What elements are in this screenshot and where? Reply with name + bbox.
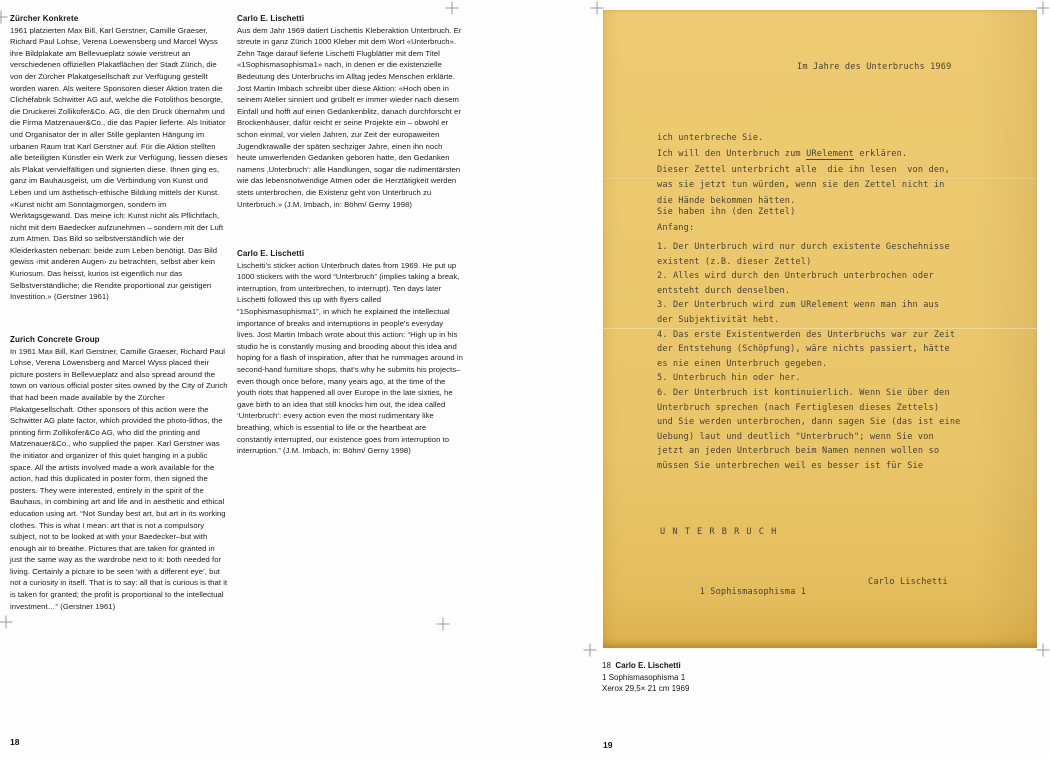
typewritten-line: existent (z.B. dieser Zettel) [657, 256, 812, 267]
typewritten-line: 6. Der Unterbruch ist kontinuierlich. Wenn Sie über den [657, 387, 950, 398]
caption-artist: Carlo E. Lischetti [615, 661, 681, 670]
section-zurich-concrete-group [10, 334, 229, 612]
section-paragraph: 1961 platzierten Max Bill, Karl Gerstner, Camille Graeser, Richard Paul Lohse, Verena Loewensberg und Marcel Wyss ihre Bildplakate am Bellevueplatz sowie verstreut an verschiedenen offiziellen Plakatflächen der Stadt Zürich, die von der Zürcher Plakatgesellschaft zur Verfügung gestellt worden waren. Als weitere Sponsoren dieser Aktion traten die Clichéfabrik Schwitter AG auf, welche die Fotolithos besorgte, die Druckerei Zollikofer&Co. AG, die den Druck übernahm und die Firma Matzenauer&Co., die das Papier lieferte. Als Initiator und Organisator der in aller Stille geplanten Hängung im urbanen Raum trat Karl Gerstner auf. Für die Aktion stellten alle beteiligten Künstler ein Werk zur Verfügung, liessen dieses als Plakat vervielfältigen und signierten diese. Ihnen ging es, ganz im Bauhausgeist, um die Verbindung von Kunst und Leben und um ästhetisch-ethische Bildung mittels der Kunst. «Kunst nicht am Sonntagmorgen, sondern im Werktagsgewand. Das meine ich: Kunst nicht als Pflichtfach, nicht mit dem Baedecker aufzunehmen – sondern mit der Luft zum Atmen. Das Bild so selbstverständlich wie der Kleiderkasten nebenan: beide zum Leben benötigt. Das Bild gewiss ‹mit anderen Augen› zu betrachten, selbst aber kein Kuriosum. Das heisst, kurios ist eigentlich nur das Selbstverständliche; die Rendite proportional zur geistigen Investition.» (Gerstner 1961) [10, 25, 228, 302]
section-heading: Carlo E. Lischetti [237, 14, 305, 23]
doc-numbered-list [657, 240, 960, 474]
section-heading: Carlo E. Lischetti [237, 249, 305, 258]
typewritten-line: Dieser Zettel unterbricht alle die ihn lesen von den, [657, 164, 950, 175]
crop-mark [584, 644, 597, 657]
section-zuercher-konkrete [10, 13, 229, 303]
section-heading: Zurich Concrete Group [10, 335, 100, 344]
typewritten-line: 5. Unterbruch hin oder her. [657, 373, 801, 384]
typewritten-line: der Subjektivität hebt. [657, 314, 780, 325]
typewritten-line: Unterbruch sprechen (nach Fertiglesen dieses Zettels) [657, 402, 940, 413]
crop-mark [591, 2, 604, 15]
figure-caption [602, 660, 689, 695]
typewritten-line: 2. Alles wird durch den Unterbruch unterbrochen oder [657, 271, 934, 282]
crop-mark [437, 618, 450, 631]
typewritten-line: und Sie werden unterbrochen, dann sagen Sie (das ist eine [657, 417, 961, 428]
section-paragraph: Aus dem Jahr 1969 datiert Lischettis Kleberaktion Unterbruch. Er streute in ganz Zürich 1000 Kleber mit dem Wort «Unterbruch». Zehn Tage darauf lieferte Lischetti Flugblätter mit dem Titel «1Sophismasophisma1» nach, in denen er die existenzielle Bedeutung des Unterbruchs im Alltag jedes Menschen erklärte. Jost Martin Imbach schreibt über diese Aktion: «Hoch oben in seinem Atelier sinniert und grübelt er immer wieder nach diesem Einfall und hofft auf einen Gedankenblitz, danach durchforscht er Brockenhäuser, dafür reicht er seine Projekte ein – obwohl er schon einmal, vor vielen Jahren, zur Zeit der europaweiten Jugendkrawalle der späten sechziger Jahre, einen ihn noch heute umwerfenden Gedanken geboren hatte, den Gedanken namens ‚Unterbruch‘: alle Handlungen, sogar die rudimentärsten wie das lebensnotwendige Atmen oder die Herztätigkeit werden stets unterbrochen, die Existenz geht von Unterbruch zu Unterbruch.» (J.M. Imbach, in: Böhm/ Gerny 1998) [237, 25, 462, 209]
document-scan [603, 10, 1037, 648]
typewritten-line: Uebung) laut und deutlich "Unterbruch"; wenn Sie von [657, 431, 934, 442]
page-number-right: 19 [603, 740, 613, 750]
typewritten-line [657, 147, 950, 163]
doc-opening-block [657, 131, 950, 210]
crop-mark [0, 11, 8, 24]
typewritten-line: es nie einen Unterbruch gegeben. [657, 358, 828, 369]
doc-footer [657, 577, 987, 617]
crop-mark [1037, 2, 1050, 15]
typewritten-line: ich unterbreche Sie. [657, 133, 764, 143]
doc-signature: Carlo Lischetti [868, 577, 948, 587]
page-number-left: 18 [10, 737, 20, 747]
caption-line-1 [602, 660, 689, 672]
section-paragraph: In 1961 Max Bill, Karl Gerstner, Camille Graeser, Richard Paul Lohse, Verena Löwensberg and Marcel Wyss placed their picture posters in Bellevueplatz and also spread around the town on various official poster sites owned by the City of Zurich that had been made available by the Zürcher Plakatgesellschaft. Other sponsors of this action were the Schwitter AG plate factor, which provided the photo-lithos, the printing firm Zollikofer&Co AG, who did the printing and Matzenauer&Co., who supplied the paper. Karl Gerstner was the initiator and organizer of this quiet hanging in a public space. All the artists involved made a work available for the action, had this duplicated in poster form, then signed the posters. They were interested, entirely in the spirit of the Bauhaus, in combining art and life and in aesthetic and ethical education using art. “Not Sunday best art, but art in its working clothes. This is what I mean: art that is not a compulsory subject, not to be looked at with your Baedecker–but with enough air to breathe. Pictures that are taken for granted in just the same way as the wardrobe next to it: both needed for living. Certainly a picture to be seen ‘with a different eye’, but not a curiosity in itself. That is to say: all that is curious is that it is taken for granted; the profit is proportional to the intellectual investment…” (Gerstner 1961) [10, 346, 228, 611]
caption-work-title: 1 Sophismasophisma 1 [602, 672, 686, 682]
typewritten-line: müssen Sie unterbrechen weil es besser ist für Sie [657, 460, 924, 471]
typewritten-line: jetzt an jeden Unterbruch beim Namen nennen wollen so [657, 446, 940, 457]
typewritten-line: 4. Das erste Existentwerden des Unterbruchs war zur Zeit [657, 329, 956, 340]
crop-mark [0, 616, 13, 629]
typewritten-line: 1. Der Unterbruch wird nur durch existente Geschehnisse [657, 242, 950, 252]
declare-post: erklären. [854, 148, 908, 159]
caption-medium: Xerox 29,5× 21 cm 1969 [602, 684, 690, 694]
section-heading: Zürcher Konkrete [10, 14, 79, 23]
typewritten-line: Anfang: [657, 223, 695, 233]
caption-number: 18 [602, 661, 611, 670]
doc-header-line: Im Jahre des Unterbruchs 1969 [797, 62, 952, 72]
typewritten-line: der Entstehung (Schöpfung), wäre nichts passiert, hätte [657, 344, 950, 355]
underlined-word: URelement [806, 148, 854, 159]
typewritten-line: die Hände bekommen hätten. [657, 196, 796, 207]
typewritten-line: entsteht durch denselben. [657, 285, 791, 296]
doc-title-word: U N T E R B R U C H [660, 527, 778, 537]
typewritten-line: Sie haben ihn (den Zettel) [657, 207, 796, 217]
crop-mark [1037, 644, 1050, 657]
declare-pre: Ich will den Unterbruch zum [657, 148, 807, 159]
doc-footer-title: 1 Sophismasophisma 1 [699, 587, 807, 597]
typewritten-line: was sie jetzt tun würden, wenn sie den Zettel nicht in [657, 180, 945, 191]
typewritten-line: 3. Der Unterbruch wird zum URelement wenn man ihn aus [657, 300, 940, 311]
section-lischetti-en [237, 248, 463, 457]
section-paragraph: Lischetti's sticker action Unterbruch dates from 1969. He put up 1000 stickers with the word “Unterbruch” (implies taking a break, interruption, from unterbrechen, to interrupt). Ten days later Lischetti followed this up with flyers called “1Sophismasophisma1”, in which he explained the intellectual importance of breaks and interruptions in people's everyday lives. Jost Martin Imbach wrote about this action: “High up in his studio he is constantly musing and brooding about this idea and hoping for a flash of inspiration, after that he rummages around in second-hand furniture shops, that's why he submits his projects–even though once before, many years ago, at the time of the youth riots that happened all over Europe in the late sixties, he gave birth to an idea that still knocks him out, the idea called ‘Unterbruch’: every action even the most rudimentary like breathing, which is essential to life or the heartbeat are constantly interrupted, our existence goes from interruption to interruption.” (J.M. Imbach, in: Böhm/ Gerny 1998) [237, 260, 463, 456]
section-lischetti-de [237, 13, 463, 210]
